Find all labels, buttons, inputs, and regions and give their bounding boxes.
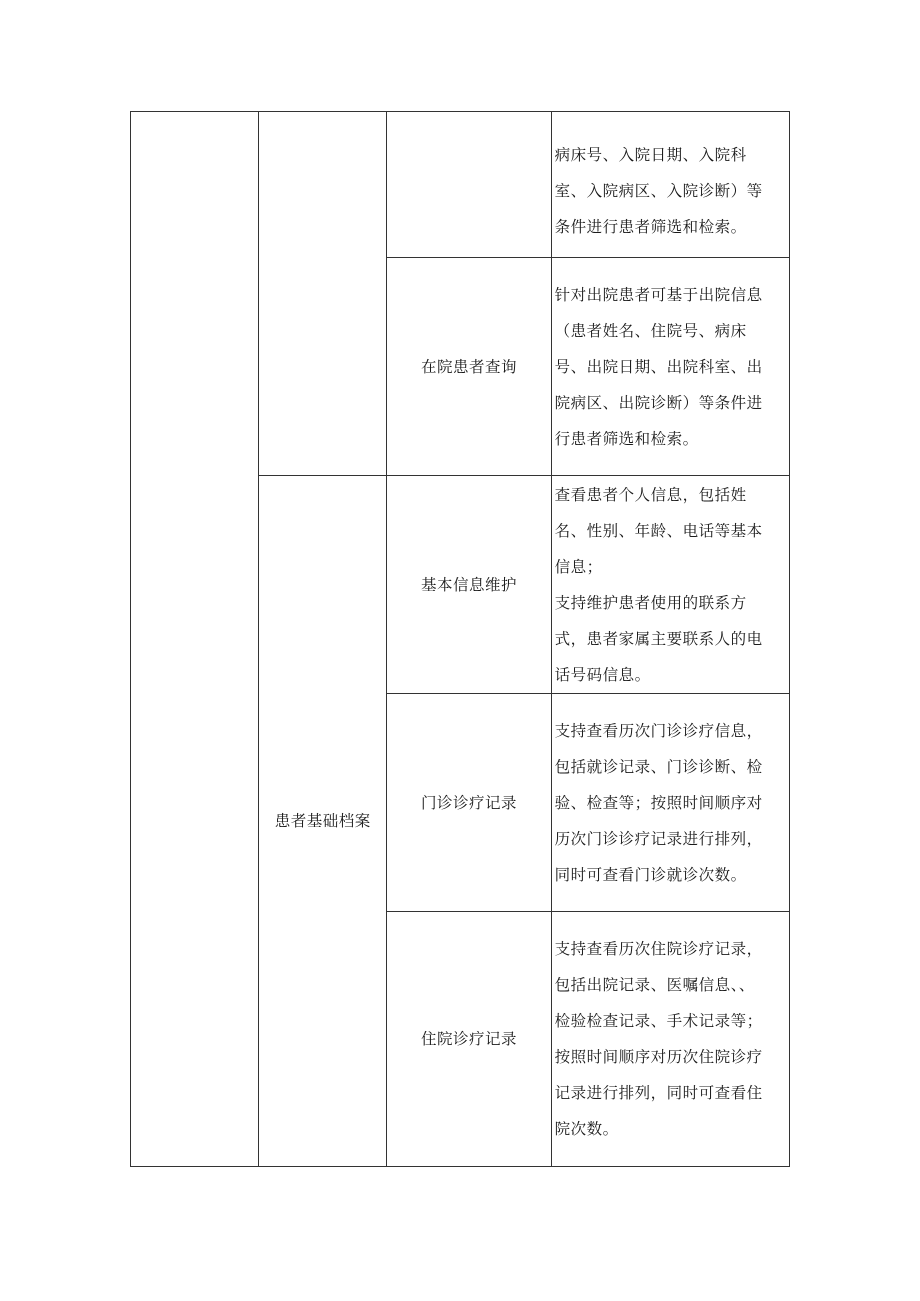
description-line: 院次数。	[554, 1120, 619, 1138]
description-cell	[551, 694, 789, 912]
description-line: 支持查看历次住院诊疗记录，	[554, 940, 763, 958]
description-line: 条件进行患者筛选和检索。	[554, 217, 747, 236]
description-line: 信息；	[554, 557, 603, 576]
description-line: 验、检查等；按照时间顺序对	[554, 793, 763, 812]
description-line: 记录进行排列，同时可查看住	[554, 1084, 763, 1102]
description-line: 包括就诊记录、门诊诊断、检	[554, 757, 763, 776]
description-line: 式，患者家属主要联系人的电	[554, 629, 763, 648]
description-line: 针对出院患者可基于出院信息	[554, 285, 763, 304]
description-line: 历次门诊诊疗记录进行排列，	[554, 829, 763, 848]
description-line: 行患者筛选和检索。	[554, 429, 699, 448]
description-line: 号、出院日期、出院科室、出	[554, 357, 763, 376]
description-line: 检验检查记录、手术记录等；	[554, 1012, 763, 1030]
description-line: 名、性别、年龄、电话等基本	[554, 521, 763, 540]
description-line: 支持维护患者使用的联系方	[554, 593, 747, 612]
description-cell	[551, 912, 789, 1167]
description-line: （患者姓名、住院号、病床	[554, 321, 747, 340]
category-cell	[131, 112, 259, 1167]
description-line: 病床号、入院日期、入院科	[554, 145, 747, 164]
description-cell	[551, 476, 789, 694]
description-line: 包括出院记录、医嘱信息、、	[554, 976, 755, 994]
description-line: 话号码信息。	[554, 665, 651, 684]
description-cell	[551, 258, 789, 476]
function-cell: 在院患者查询	[387, 258, 551, 476]
function-spec-table	[130, 111, 790, 1167]
module-cell-empty	[259, 112, 387, 476]
description-line: 室、入院病区、入院诊断）等	[554, 181, 763, 200]
function-cell: 基本信息维护	[387, 476, 551, 694]
description-line: 按照时间顺序对历次住院诊疗	[554, 1048, 763, 1066]
description-line: 查看患者个人信息，包括姓	[554, 485, 747, 504]
description-line: 院病区、出院诊断）等条件进	[554, 393, 763, 412]
description-line: 支持查看历次门诊诊疗信息，	[554, 721, 763, 740]
function-cell: 门诊诊疗记录	[387, 694, 551, 912]
description-line: 同时可查看门诊就诊次数。	[554, 865, 747, 884]
function-cell: 住院诊疗记录	[387, 912, 551, 1167]
function-cell	[387, 112, 551, 258]
table-row	[131, 112, 790, 258]
module-cell: 患者基础档案	[259, 476, 387, 1167]
description-cell	[551, 112, 789, 258]
